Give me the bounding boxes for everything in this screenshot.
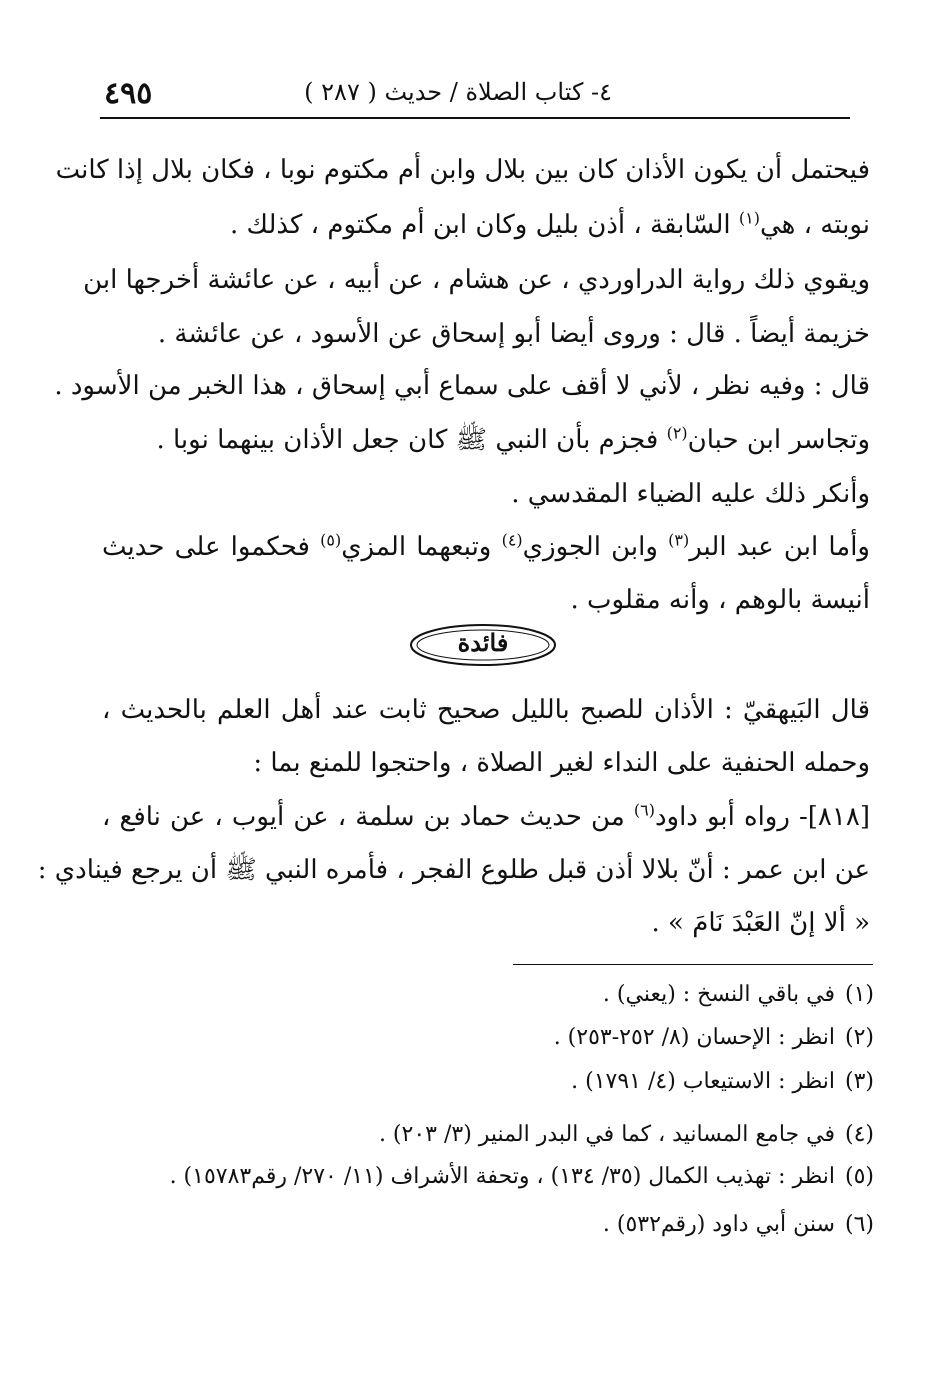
text-line: « ألا إنّ العَبْدَ نَامَ » . (651, 908, 870, 938)
section-heading-box (408, 622, 558, 668)
text-line: قال : وفيه نظر ، لأني لا أقف على سماع أبي إسحاق ، هذا الخبر من الأسود . (54, 371, 870, 401)
footnote: (١)في باقي النسخ : (يعني) . (602, 982, 874, 1007)
text-line: وحمله الحنفية على النداء لغير الصلاة ، واحتجوا للمنع بما : (253, 748, 870, 778)
footnote-ref: (٥) (320, 530, 342, 550)
footnote-ref: (٤) (501, 530, 523, 550)
text-line: أنيسة بالوهم ، وأنه مقلوب . (570, 585, 870, 615)
text-line: فيحتمل أن يكون الأذان كان بين بلال وابن أم مكتوم نوبا ، فكان بلال إذا كانت (55, 155, 870, 185)
footnote-ref: (٢) (666, 423, 688, 443)
section-heading: فائدة (457, 628, 509, 657)
footnote: (٢)انظر : الإحسان (٨/ ٢٥٢-٢٥٣) . (553, 1025, 874, 1050)
header-rule (100, 117, 850, 119)
text-line: وأنكر ذلك عليه الضياء المقدسي . (511, 479, 870, 509)
text-line: عن ابن عمر : أنّ بلالا أذن قبل طلوع الفجر ، فأمره النبي ﷺ أن يرجع فينادي : (37, 855, 870, 885)
hadith-line: [٨١٨]- رواه أبو داود$^{(٦)}$ من حديث حماد بن سلمة ، عن أيوب ، عن نافع ، (102, 800, 870, 832)
footnote: (٦)سنن أبي داود (رقم٥٣٢) . (602, 1212, 874, 1237)
text-line: وأما ابن عبد البر$^{(٣)}$ وابن الجوزي$^{(٤)}$ وتبعهما المزي$^{(٥)}$ فحكموا على حديث (102, 530, 870, 562)
running-title: ٤- كتاب الصلاة / حديث ( ٢٨٧ ) (304, 78, 612, 106)
text-line: قال البَيهقيّ : الأذان للصبح بالليل صحيح ثابت عند أهل العلم بالحديث ، (102, 695, 870, 725)
footnote-ref: (١) (738, 208, 760, 228)
page-number: ٤٩٥ (104, 76, 153, 111)
text-line: نوبته ، هي$^{(١)}$ السّابقة ، أذن بليل وكان ابن أم مكتوم ، كذلك . (230, 208, 870, 240)
hadith-number: [٨١٨]- رواه أبو داود (654, 802, 870, 832)
footnote: (٤)في جامع المسانيد ، كما في البدر المنير (٣/ ٢٠٣) . (378, 1122, 874, 1147)
text-line: وتجاسر ابن حبان$^{(٢)}$ فجزم بأن النبي ﷺ كان جعل الأذان بينهما نوبا . (156, 423, 870, 455)
page-header (100, 70, 850, 118)
footnote: (٣)انظر : الاستيعاب (٤/ ١٧٩١) . (571, 1069, 874, 1094)
text-line: ويقوي ذلك رواية الدراوردي ، عن هشام ، عن أبيه ، عن عائشة أخرجها ابن (83, 265, 870, 295)
footnote-ref: (٣) (668, 530, 690, 550)
footnote-rule (513, 964, 873, 965)
footnote: (٥)انظر : تهذيب الكمال (٣٥/ ١٣٤) ، وتحفة الأشراف (١١/ ٢٧٠/ رقم١٥٧٨٣) . (169, 1164, 874, 1189)
footnote-ref: (٦) (633, 800, 655, 820)
text-line: خزيمة أيضاً . قال : وروى أيضا أبو إسحاق عن الأسود ، عن عائشة . (157, 319, 870, 349)
